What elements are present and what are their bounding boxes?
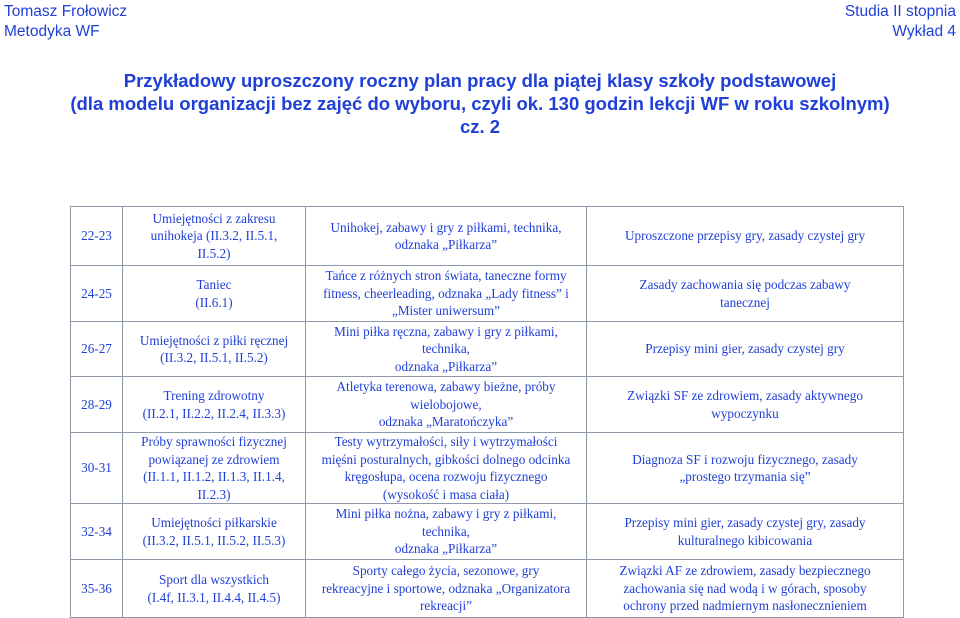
cell-line: tanecznej — [720, 294, 770, 310]
cell-line: (II.1.1, II.1.2, II.1.3, II.1.4, — [143, 469, 285, 484]
cell-line: rekreacyjne i sportowe, odznaka „Organizatora — [321, 580, 571, 596]
values-cell — [587, 433, 904, 504]
cell-line: Sport dla wszystkich — [159, 572, 269, 587]
cell-line: Unihokej, zabawy i gry z piłkami, technika, — [330, 219, 562, 235]
cell-line: technika, — [422, 523, 470, 539]
skills-cell — [123, 433, 306, 504]
plan-table-body — [71, 207, 904, 618]
title-line-1: Przykładowy uproszczony roczny plan pracy dla piątej klasy szkoły podstawowej — [123, 70, 837, 91]
header-right — [845, 2, 956, 42]
weeks-cell: 24-25 — [71, 266, 123, 322]
cell-line: unihokeja (II.3.2, II.5.1, — [150, 228, 278, 244]
page-title — [0, 69, 960, 138]
cell-line: kręgosłupa, ocena rozwoju fizycznego — [344, 469, 548, 484]
weeks-cell: 22-23 — [71, 207, 123, 266]
cell-line: Tańce z różnych stron świata, taneczne formy — [325, 268, 567, 284]
content-cell — [306, 377, 587, 433]
skills-cell — [123, 560, 306, 618]
course-name: Metodyka WF — [4, 23, 100, 40]
cell-line: Diagnoza SF i rozwoju fizycznego, zasady — [632, 451, 858, 467]
skills-cell — [123, 207, 306, 266]
cell-line: Taniec — [196, 277, 232, 292]
skills-cell — [123, 504, 306, 560]
values-cell — [587, 377, 904, 433]
values-cell — [587, 560, 904, 618]
table-row — [71, 207, 904, 266]
cell-line: Umiejętności z piłki ręcznej — [139, 332, 289, 348]
table-row — [71, 560, 904, 618]
values-cell — [587, 322, 904, 377]
author-name: Tomasz Frołowicz — [4, 3, 128, 20]
content-cell — [306, 433, 587, 504]
cell-line: Sporty całego życia, sezonowe, gry — [352, 563, 540, 579]
content-cell — [306, 207, 587, 266]
cell-line: Przepisy mini gier, zasady czystej gry, zasady — [624, 515, 866, 530]
weeks-cell: 30-31 — [71, 433, 123, 504]
table-row — [71, 433, 904, 504]
cell-line: zachowania się nad wodą i w górach, sposoby — [623, 580, 867, 596]
cell-line: Mini piłka ręczna, zabawy i gry z piłkami, — [334, 323, 558, 339]
values-cell — [587, 504, 904, 560]
cell-line: Umiejętności piłkarskie — [151, 515, 277, 530]
cell-line: (II.3.2, II.5.1, II.5.2, II.5.3) — [142, 532, 286, 548]
cell-line: Związki AF ze zdrowiem, zasady bezpiecznego — [619, 563, 871, 579]
weeks-cell: 32-34 — [71, 504, 123, 560]
content-cell — [306, 266, 587, 322]
cell-line: Umiejętności z zakresu — [152, 210, 276, 226]
header-left — [4, 2, 127, 42]
cell-line: ochrony przed nadmiernym nasłonecznieniem — [623, 598, 867, 614]
title-line-3: cz. 2 — [459, 116, 501, 137]
cell-line: Próby sprawności fizycznej — [141, 434, 287, 449]
cell-line: rekreacji” — [420, 598, 472, 614]
cell-line: wypoczynku — [711, 405, 779, 421]
cell-line: odznaka „Maratończyka” — [378, 414, 514, 430]
cell-line: Związki SF ze zdrowiem, zasady aktywnego — [627, 388, 863, 403]
table-row — [71, 504, 904, 560]
skills-cell — [123, 377, 306, 433]
cell-line: Zasady zachowania się podczas zabawy — [639, 277, 851, 292]
cell-line: (II.2.1, II.2.2, II.2.4, II.3.3) — [142, 405, 286, 421]
cell-line: technika, — [422, 341, 470, 357]
cell-line: odznaka „Piłkarza” — [394, 358, 498, 374]
table-row — [71, 266, 904, 322]
cell-line: (II.6.1) — [195, 294, 233, 310]
cell-line: wielobojowe, — [410, 396, 482, 412]
cell-line: (wysokość i masa ciała) — [382, 486, 510, 502]
cell-line: „prostego trzymania się” — [679, 469, 811, 484]
content-cell — [306, 560, 587, 618]
study-level: Studia II stopnia — [844, 3, 956, 20]
weeks-cell: 35-36 — [71, 560, 123, 618]
values-cell — [587, 207, 904, 266]
cell-line: Uproszczone przepisy gry, zasady czystej gry — [624, 228, 866, 244]
cell-line: odznaka „Piłkarza” — [394, 541, 498, 557]
cell-line: Mini piłka nożna, zabawy i gry z piłkami, — [335, 506, 557, 522]
cell-line: Trening zdrowotny — [163, 388, 265, 403]
cell-line: fitness, cheerleading, odznaka „Lady fitness” i — [323, 285, 569, 301]
skills-cell — [123, 322, 306, 377]
cell-line: odznaka „Piłkarza” — [394, 237, 498, 252]
cell-line: Przepisy mini gier, zasady czystej gry — [645, 341, 845, 357]
cell-line: II.2.3) — [197, 486, 231, 502]
cell-line: (II.3.2, II.5.1, II.5.2) — [160, 350, 268, 365]
title-line-2: (dla modelu organizacji bez zajęć do wyboru, czyli ok. 130 godzin lekcji WF w roku szkolnym) — [70, 93, 890, 114]
cell-line: Testy wytrzymałości, siły i wytrzymałości — [334, 434, 558, 449]
cell-line: II.5.2) — [197, 245, 231, 261]
cell-line: mięśni posturalnych, gibkości dolnego odcinka — [321, 451, 571, 467]
weeks-cell: 26-27 — [71, 322, 123, 377]
weeks-cell: 28-29 — [71, 377, 123, 433]
table-row — [71, 322, 904, 377]
skills-cell — [123, 266, 306, 322]
values-cell — [587, 266, 904, 322]
content-cell — [306, 504, 587, 560]
lecture-number: Wykład 4 — [892, 23, 956, 40]
cell-line: kulturalnego kibicowania — [677, 532, 813, 548]
table-row — [71, 377, 904, 433]
cell-line: (I.4f, II.3.1, II.4.4, II.4.5) — [147, 589, 281, 605]
cell-line: Atletyka terenowa, zabawy bieżne, próby — [336, 379, 556, 395]
plan-table — [70, 206, 904, 618]
cell-line: powiązanej ze zdrowiem — [148, 451, 280, 467]
content-cell — [306, 322, 587, 377]
cell-line: „Mister uniwersum” — [391, 303, 501, 319]
